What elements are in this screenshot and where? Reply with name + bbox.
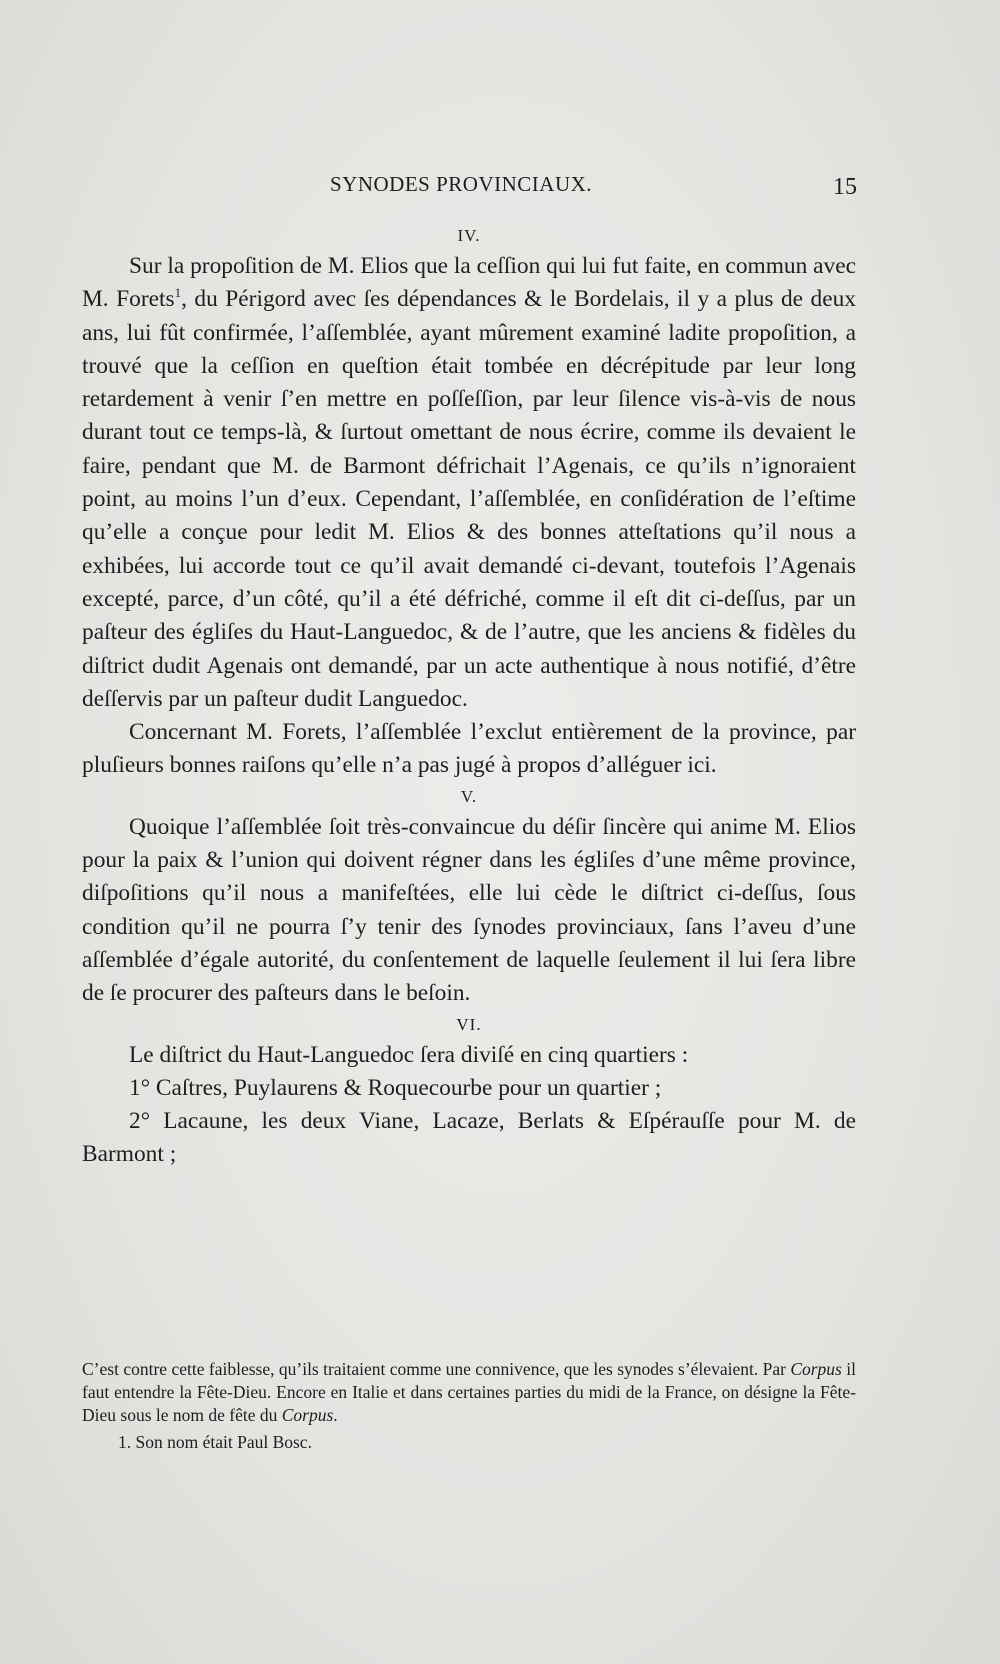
footnote-carryover-italic-2: Corpus xyxy=(281,1405,334,1425)
section-vi-intro: Le diſtrict du Haut-Languedoc ſera diviſé en cinq quartiers : xyxy=(129,1041,689,1068)
section-number-vi: VI. xyxy=(456,1014,482,1034)
footnotes xyxy=(82,1358,856,1454)
footnote-carryover-text-b: il faut entendre la Fête-Dieu. Encore en Italie et dans certaines parties du midi de la France, on désigne la Fête-Dieu sous le nom de fête du xyxy=(82,1359,856,1425)
footnote-carryover-italic-1: Corpus xyxy=(790,1359,842,1379)
section-number-v: V. xyxy=(460,786,478,806)
section-iv-paragraph-2: Concernant M. Forets, l’aſſemblée l’exclut entièrement de la province, par pluſieurs bonnes raiſons qu’elle n’a pas jugé à propos d’alléguer ici. xyxy=(82,719,856,779)
section-number-iv: IV. xyxy=(457,226,481,245)
running-head xyxy=(0,172,1000,202)
section-iv-paragraph-1-text: Sur la propoſition de M. Elios que la ceſſion qui lui fut faite, en commun avec M. Forets xyxy=(82,253,856,313)
footnote-ref-1[interactable]: 1 xyxy=(174,285,182,301)
footnote-1: 1. Son nom était Paul Bosc. xyxy=(118,1432,312,1452)
section-iv-paragraph-1 xyxy=(82,250,856,716)
footnote-carryover-text-a: C’est contre cette faiblesse, qu’ils traitaient comme une connivence, que les synodes s’élevaient. Par xyxy=(82,1359,791,1379)
running-title: SYNODES PROVINCIAUX. xyxy=(330,172,593,196)
footnote-carryover xyxy=(82,1358,856,1427)
section-iv-paragraph-1-continued: , du Périgord avec ſes dépendances & le Bordelais, il y a plus de deux ans, lui fût confirmée, l’aſſemblée, ayant mûrement examiné ladite propoſition, a trouvé que la ceſſion en queſtion était tombée en décrépitude par leur long retardement à venir ſ’en mettre en poſſeſſion, par leur ſilence vis-à-vis de nous durant tout ce temps-là, & ſurtout omettant de nous écrire, comme ils devaient le faire, pendant que M. de Barmont défrichait l’Agenais, ce qu’ils n’ignoraient point, au moins l’un d’eux. Cependant, l’aſſemblée, en conſidération de l’eſtime qu’elle a conçue pour ledit M. Elios & des bonnes atteſtations qu’il nous a exhibées, lui accorde tout ce qu’il avait demandé ci-devant, toutefois l’Agenais excepté, parce, d’un côté, qu’il a été défriché, comme il eſt dit ci-deſſus, par un paſteur des égliſes du Haut-Languedoc, & de l’autre, que les anciens & fidèles du diſtrict dudit Agenais ont demandé, par un acte authentique à nous notifié, d’être deſſervis par un paſteur dudit Languedoc. xyxy=(82,286,856,712)
main-text xyxy=(82,222,856,1172)
page-number: 15 xyxy=(833,174,857,200)
section-v-paragraph-1: Quoique l’aſſemblée ſoit très-convaincue du déſir ſincère qui anime M. Elios pour la paix & l’union qui doivent régner dans les égliſes d’une même province, diſpoſitions qu’il nous a manifeſtées, elle lui cède le diſtrict ci-deſſus, ſous condition qu’il ne pourra ſ’y tenir des ſynodes provinciaux, ſans l’aveu d’une aſſemblée d’égale autorité, du conſentement de laquelle ſeulement il lui ſera libre de ſe procurer des paſteurs dans le beſoin. xyxy=(82,813,856,1007)
section-vi-item-1: 1° Caſtres, Puylaurens & Roquecourbe pour un quartier ; xyxy=(129,1074,662,1101)
footnote-carryover-text-c: . xyxy=(333,1405,338,1425)
section-vi-item-2: 2° Lacaune, les deux Viane, Lacaze, Berlats & Eſpérauſſe pour M. de Barmont ; xyxy=(82,1108,856,1168)
